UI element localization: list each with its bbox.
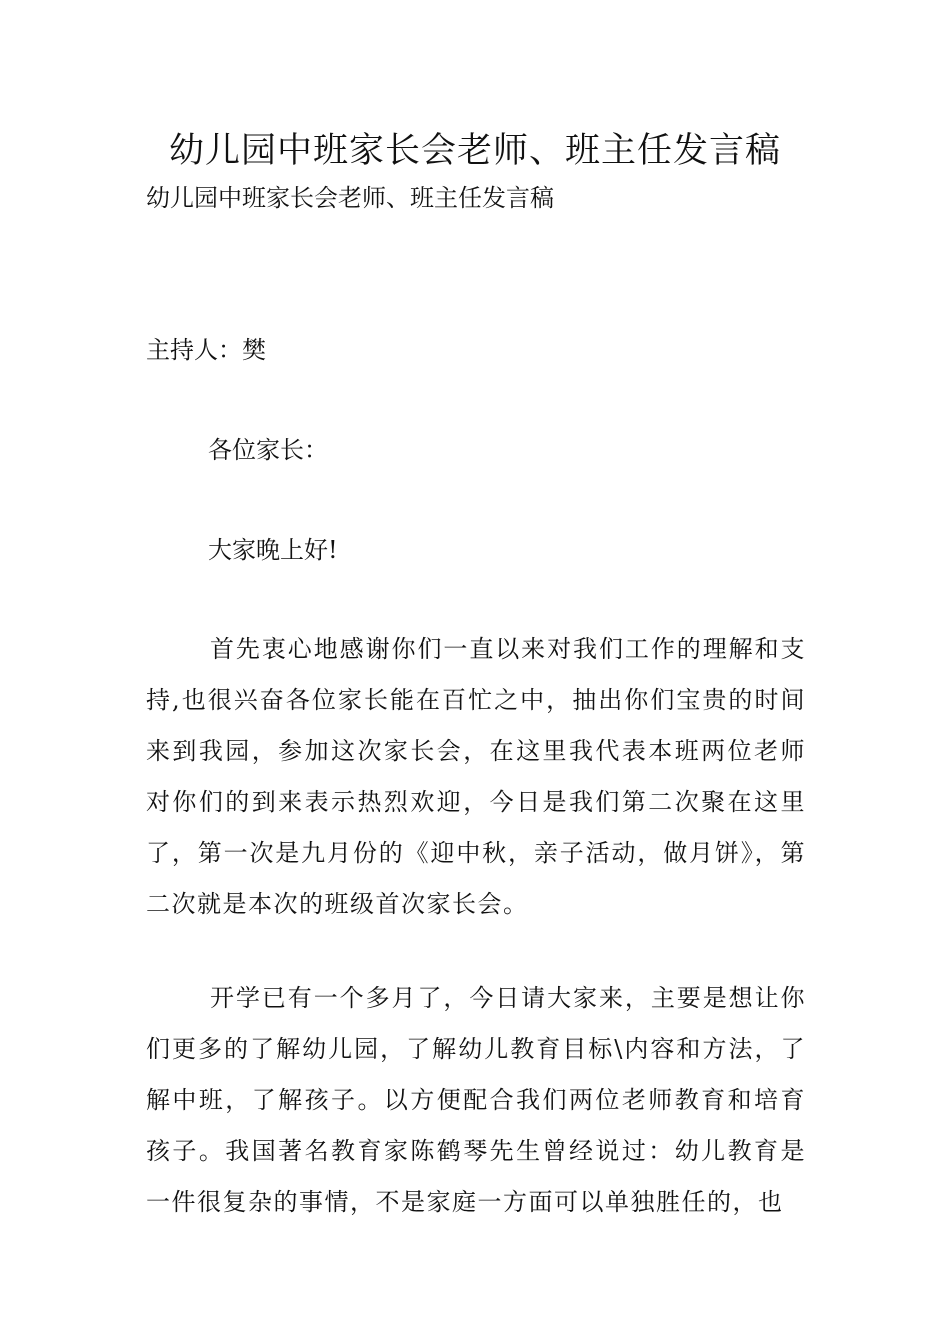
greeting-line: 各位家长： <box>208 436 328 464</box>
document-subtitle: 幼儿园中班家长会老师、班主任发言稿 <box>146 184 554 212</box>
evening-greeting: 大家晚上好! <box>208 536 338 564</box>
document-title: 幼儿园中班家长会老师、班主任发言稿 <box>168 131 781 171</box>
host-line: 主持人：樊 <box>146 336 266 364</box>
body-paragraph-2: 开学已有一个多月了，今日请大家来，主要是想让你们更多的了解幼儿园，了解幼儿教育目标\内容和方法，了解中班，了解孩子。以方便配合我们两位老师教育和培育孩子。我国著名教育家陈鹤琴先生曾经说过：幼儿教育是一件很复杂的事情，不是家庭一方面可以单独胜任的，也 <box>146 984 806 1216</box>
body-paragraph-1: 首先衷心地感谢你们一直以来对我们工作的理解和支持,也很兴奋各位家长能在百忙之中，抽出你们宝贵的时间来到我园，参加这次家长会，在这里我代表本班两位老师对你们的到来表示热烈欢迎，今日是我们第二次聚在这里了，第一次是九月份的《迎中秋，亲子活动，做月饼》，第二次就是本次的班级首次家长会。 <box>146 635 806 918</box>
